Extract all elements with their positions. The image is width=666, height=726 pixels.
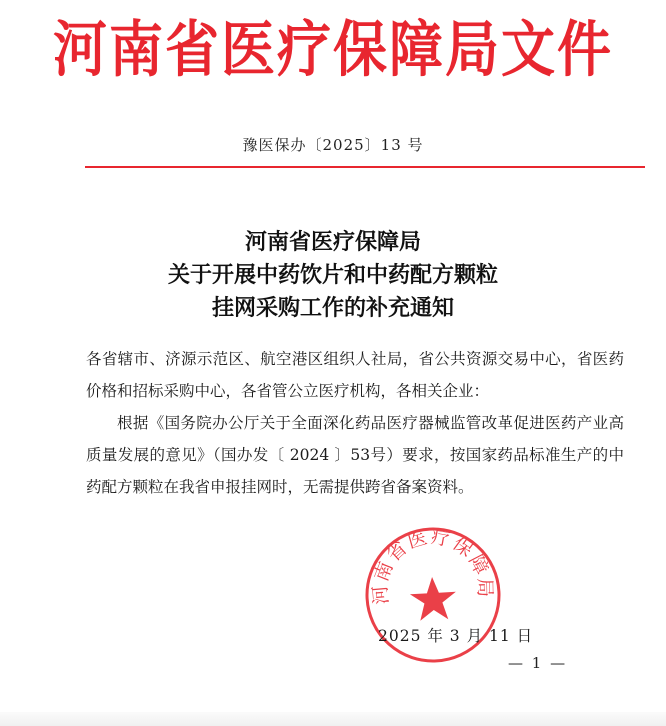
page-number: — 1 — — [508, 654, 568, 672]
title-line-2: 关于开展中药饮片和中药配方颗粒 — [167, 263, 498, 288]
title-line-1: 河南省医疗保障局 — [244, 230, 421, 255]
document-number: 豫医保办〔2025〕13 号 — [242, 136, 424, 154]
title-line-3: 挂网采购工作的补充通知 — [211, 296, 454, 321]
official-seal-stamp — [359, 521, 506, 668]
notice-body — [86, 343, 624, 503]
issue-date: 2025 年 3 月 11 日 — [378, 627, 534, 645]
notice-title — [0, 226, 666, 325]
masthead-title: 河南省医疗保障局文件 — [53, 14, 613, 85]
page-bottom-edge — [0, 712, 666, 726]
red-divider-line — [85, 166, 645, 168]
seal-text: 河南省医疗保障局 — [369, 525, 496, 606]
addressee-paragraph: 各省辖市、济源示范区、航空港区组织人社局，省公共资源交易中心，省医药价格和招标采购中心，各省管公立医疗机构，各相关企业： — [86, 350, 624, 400]
body-paragraph-1: 根据《国务院办公厅关于全面深化药品医疗器械监管改革促进医药产业高质量发展的意见》（国办发〔 2024 〕53号）要求，按国家药品标准生产的中药配方颗粒在我省申报挂网时，无需提供跨省备案资料。 — [86, 414, 624, 496]
